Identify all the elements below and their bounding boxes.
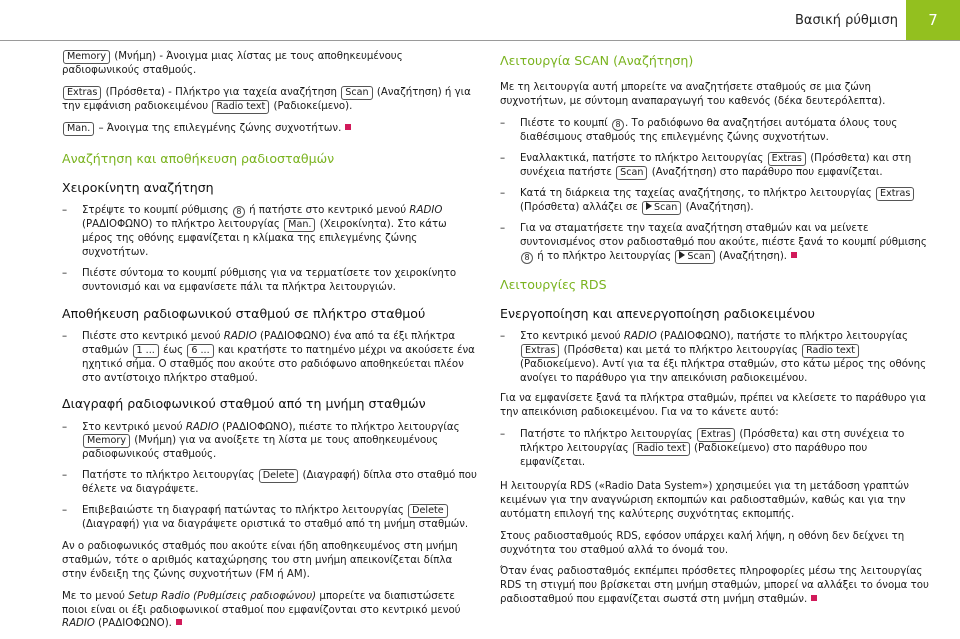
play-scan-key: Scan [642, 201, 681, 215]
memory-key: Memory [63, 50, 110, 64]
store-step-1: – Πιέστε στο κεντρικό μενού RADIO (ΡΑΔΙΟΦΩΝΟ) ένα από τα έξι πλήκτρα σταθμών 1 ... έως 6 ... και κρατήστε το πατημένο μέχρι να ακούσετε ένα ηχητικό σήμα. Ο σταθμός που ακούτε στο ραδιόφωνο αποθηκεύεται πλέον στο αντίστοιχο πλήκτρο σταθμού. [62, 330, 475, 384]
extras-description: Extras (Πρόσθετα) - Πλήκτρο για ταχεία αναζήτηση Scan (Αναζήτηση) ή για την εμφάνιση ραδιοκειμένου Radio text (Ραδιοκείμενο). [62, 86, 471, 112]
rds-name-paragraph: Στους ραδιοσταθμούς RDS, εφόσον υπάρχει καλή λήψη, η οθόνη δεν δείχνει τη συχνότητα του σταθμού αλλά το όνομά του. [500, 530, 905, 556]
play-icon [646, 202, 652, 210]
rds-section-title: Λειτουργίες RDS [500, 276, 607, 292]
page-number: 7 [906, 0, 960, 40]
man-key: Man. [63, 122, 94, 136]
scan-step-4: – Για να σταματήσετε την ταχεία αναζήτηση σταθμών και να μείνετε συντονισμένος στον ραδιοσταθμό που ακούτε, πιέστε ξανά το κουμπί ρύθμισης 8 ή το πλήκτρο λειτουργίας Scan (Αναζήτηση). [500, 222, 927, 262]
manual-step-1: – Στρέψτε το κουμπί ρύθμισης 8 ή πατήστε στο κεντρικό μενού RADIO (ΡΑΔΙΟΦΩΝΟ) το πλήκτρο λειτουργίας Man. (Χειροκίνητα). Στο κάτω μέρος της οθόνης εμφανίζεται η κλίμακα της επιλεγμένης ζώνης συχνοτήτων. [62, 205, 447, 258]
scan-step-1: – Πιέστε το κουμπί 8 . Το ραδιόφωνο θα αναζητήσει αυτόματα όλους τους διαθέσιμους σταθμούς της επιλεγμένης ζώνης συχνοτήτων. [500, 117, 898, 143]
rds-step-2: – Πατήστε το πλήκτρο λειτουργίας Extras (Πρόσθετα) και στη συνέχεια το πλήκτρο λειτουργίας Radio text (Ραδιοκείμενο) στο παράθυρο που εμφανίζεται. [500, 429, 905, 469]
scan-intro: Με τη λειτουργία αυτή μπορείτε να αναζητήσετε σταθμούς σε μια ζώνη συχνοτήτων, με σύντομη αναπαραγωγή του καθενός (δέκα δευτερόλεπτα). [500, 82, 886, 107]
scan-key: Scan [616, 166, 647, 180]
rds-close-paragraph: Για να εμφανίσετε ξανά τα πλήκτρα σταθμών, πρέπει να κλείσετε το παράθυρο για την απεικόνιση ραδιοκειμένου. Για να το κάνετε αυτό: [500, 393, 926, 419]
rds-step-1: – Στο κεντρικό μενού RADIO (ΡΑΔΙΟΦΩΝΟ), πατήστε το πλήκτρο λειτουργίας Extras (Πρόσθετα) και μετά το πλήκτρο λειτουργίας Radio text (Ραδιοκείμενο). Αντί για τα έξι πλήκτρα σταθμών, στο κάτω μέρος της οθόνης ανοίγει το παράθυρο για την απεικόνιση ραδιοκειμένου. [500, 330, 927, 384]
end-marker [811, 595, 817, 601]
delete-step-1: – Στο κεντρικό μενού RADIO (ΡΑΔΙΟΦΩΝΟ), πιέστε το πλήκτρο λειτουργίας Memory (Μνήμη) για να ανοίξετε τη λίστα με τους αποθηκευμένους ραδιοφωνικούς σταθμούς. [62, 421, 460, 461]
play-scan-key: Scan [675, 250, 714, 264]
radio-text-key: Radio text [633, 442, 690, 456]
rds-update-paragraph: Όταν ένας ραδιοσταθμός εκπέμπει πρόσθετες πληροφορίες μέσω της λειτουργίας RDS τη στιγμή που βρίσκεται στη μνήμη σταθμών, μπορεί να αλλάξει το όνομα του ραδιοσταθμού που εμφανίζεται σωστά στη μνήμη σταθμών. [500, 566, 929, 606]
right-column [500, 50, 932, 615]
rds-radiotext-title: Ενεργοποίηση και απενεργοποίηση ραδιοκειμένου [500, 305, 815, 321]
setup-radio-paragraph: Με το μενού Setup Radio (Ρυθμίσεις ραδιοφώνου) μπορείτε να διαπιστώσετε ποιοι είναι οι έξι ραδιοφωνικοί σταθμοί που εμφανίζονται στο κεντρικό μενού RADIO (ΡΑΔΙΟΦΩΝΟ). [62, 590, 461, 630]
memory-description: Memory (Μνήμη) - Άνοιγμα μιας λίστας με τους αποθηκευμένους ραδιοφωνικούς σταθμούς. [62, 51, 403, 76]
extras-key: Extras [63, 86, 101, 100]
end-marker [345, 124, 351, 130]
scan-step-3: – Κατά τη διάρκεια της ταχείας αναζήτησης, το πλήκτρο λειτουργίας Extras (Πρόσθετα) αλλάζει σε Scan (Αναζήτηση). [500, 187, 932, 215]
radio-text-key: Radio text [212, 100, 269, 114]
end-marker [176, 619, 182, 625]
left-column [62, 50, 480, 639]
extras-key: Extras [768, 152, 806, 166]
play-icon [679, 251, 685, 259]
delete-key: Delete [408, 504, 448, 518]
preset-6-key: 6 ... [187, 344, 213, 358]
delete-station-title: Διαγραφή ραδιοφωνικού σταθμού από τη μνήμη σταθμών [62, 396, 426, 412]
man-key: Man. [284, 218, 315, 232]
scan-key: Scan [341, 86, 372, 100]
knob-icon: 8 [521, 252, 533, 264]
extras-key: Extras [876, 187, 914, 201]
delete-key: Delete [259, 469, 299, 483]
extras-key: Extras [521, 344, 559, 358]
radio-text-key: Radio text [802, 344, 859, 358]
delete-step-3: – Επιβεβαιώστε τη διαγραφή πατώντας το πλήκτρο λειτουργίας Delete (Διαγραφή) για να διαγράψετε οριστικά το σταθμό από τη μνήμη σταθμών. [62, 505, 469, 531]
section-title-search-store: Αναζήτηση και αποθήκευση ραδιοσταθμών [62, 150, 335, 166]
scan-section-title: Λειτουργία SCAN (Αναζήτηση) [500, 53, 694, 68]
header-rule [0, 40, 960, 41]
end-marker [791, 252, 797, 258]
man-description: Man. – Άνοιγμα της επιλεγμένης ζώνης συχνοτήτων. [62, 122, 480, 136]
manual-step-2: – Πιέστε σύντομα το κουμπί ρύθμισης για να τερματίσετε τον χειροκίνητο συντονισμό και να εμφανίσετε πάλι τα πλήκτρα λειτουργιών. [62, 267, 457, 293]
manual-search-title: Χειροκίνητη αναζήτηση [62, 180, 214, 195]
knob-icon: 8 [612, 119, 624, 131]
memory-key: Memory [83, 434, 130, 448]
scan-step-2: – Εναλλακτικά, πατήστε το πλήκτρο λειτουργίας Extras (Πρόσθετα) και στη συνέχεια πατήστε Scan (Αναζήτηση) στο παράθυρο που εμφανίζεται. [500, 152, 912, 178]
header-title: Βασική ρύθμιση [794, 13, 898, 28]
rds-info-paragraph: Η λειτουργία RDS («Radio Data System») χρησιμεύει για τη μετάδοση γραπτών κειμένων για την αναγνώριση εκπομπών και ραδιοσταθμών, καθώς και για την αυτόματη επιλογή της καλύτερης συχνότητας εκπομπής. [500, 481, 909, 520]
store-station-title: Αποθήκευση ραδιοφωνικού σταθμού σε πλήκτρο σταθμού [62, 305, 426, 321]
extras-key: Extras [697, 428, 735, 442]
preset-number-paragraph: Αν ο ραδιοφωνικός σταθμός που ακούτε είναι ήδη αποθηκευμένος στη μνήμη σταθμών, τότε ο αριθμός καταχώρησης του στη μνήμη απεικονίζεται δίπλα στην ένδειξη της ζώνης συχνοτήτων (FM ή AM). [62, 541, 458, 580]
delete-step-2: – Πατήστε το πλήκτρο λειτουργίας Delete (Διαγραφή) δίπλα στο σταθμό που θέλετε να διαγράψετε. [62, 470, 477, 496]
preset-1-key: 1 ... [133, 344, 159, 358]
knob-icon: 8 [233, 206, 245, 218]
